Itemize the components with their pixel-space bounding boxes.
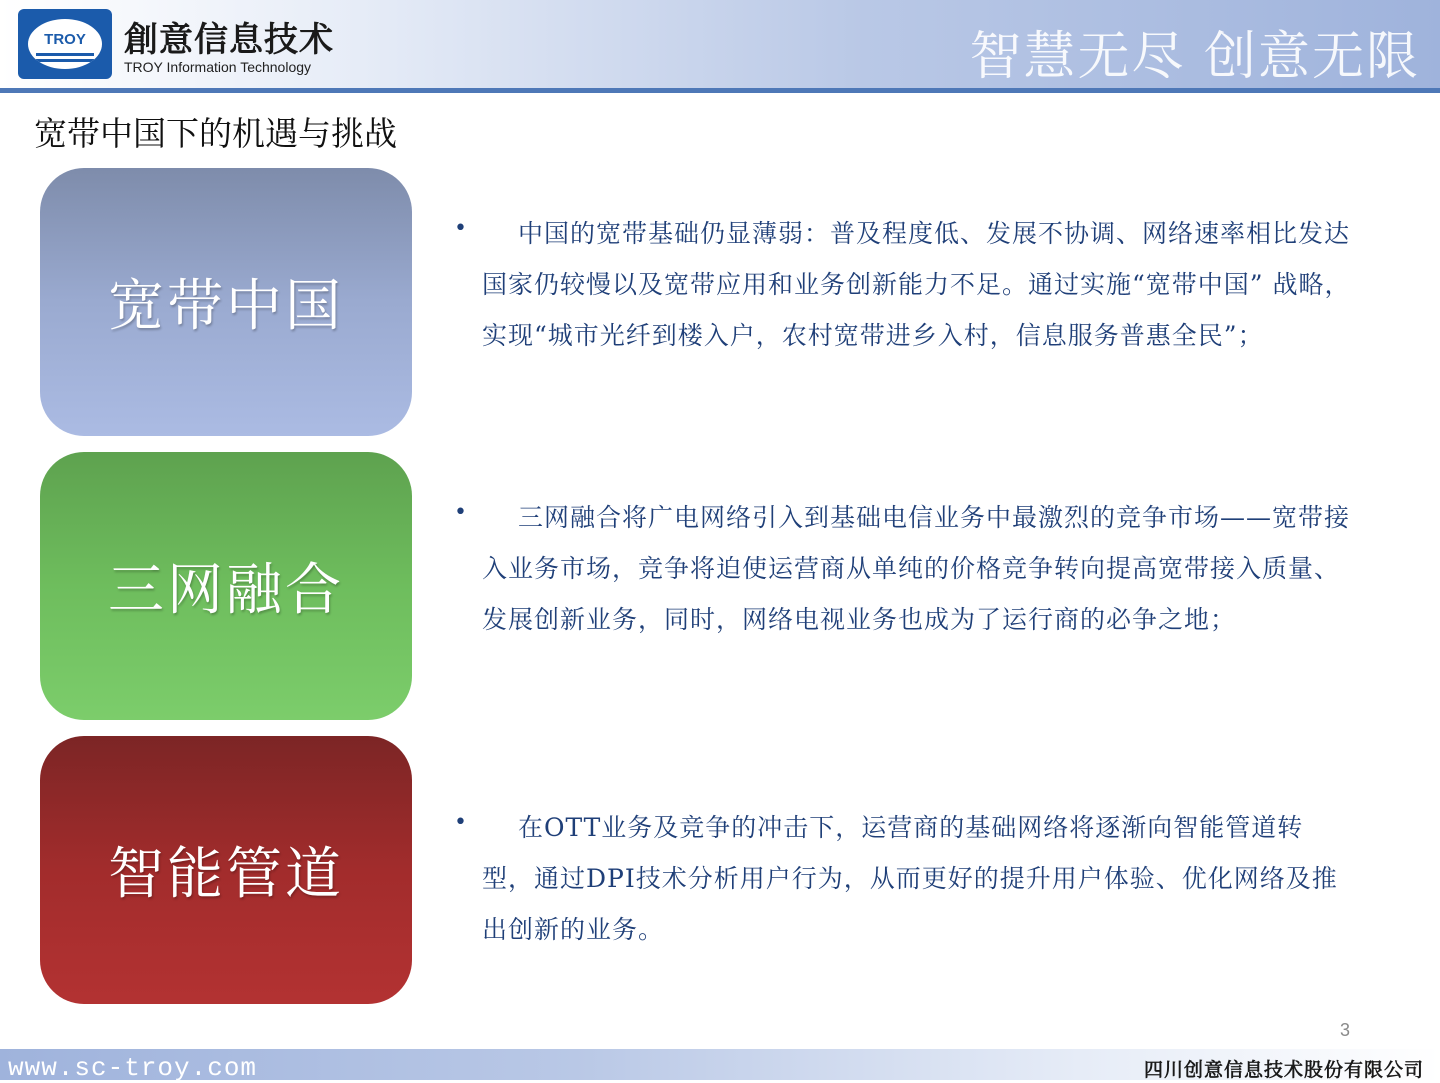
- paragraph-triple-play: 三网融合将广电网络引入到基础电信业务中最激烈的竞争市场——宽带接入业务市场，竞争将迫使运营商从单纯的价格竞争转向提高宽带接入质量、发展创新业务，同时，网络电视业务也成为了运行商的必争之地；: [482, 503, 1351, 634]
- box-label: 三网融合: [108, 558, 344, 623]
- box-broadband-china: [40, 168, 412, 436]
- company-logo-en: TROY Information Technology: [124, 59, 312, 75]
- page-number: 3: [1340, 1020, 1351, 1040]
- logo-stripe: [36, 59, 94, 62]
- logo-stripe: [36, 53, 94, 56]
- company-logo-cn: 創意信息技术: [124, 20, 334, 60]
- box-label: 宽带中国: [108, 274, 344, 339]
- header-slogan: 智慧无尽 创意无限: [969, 27, 1420, 87]
- box-smart-pipe: [40, 736, 412, 1004]
- box-label: 智能管道: [108, 842, 344, 907]
- paragraph-broadband-china: 中国的宽带基础仍显薄弱：普及程度低、发展不协调、网络速率相比发达国家仍较慢以及宽带应用和业务创新能力不足。通过实施“宽带中国” 战略，实现“城市光纤到楼入户，农村宽带进乡入村，信息服务普惠全民”；: [482, 219, 1351, 350]
- logo-oval: [28, 19, 102, 69]
- box-triple-play: [40, 452, 412, 720]
- paragraph-smart-pipe: 在OTT业务及竞争的冲击下，运营商的基础网络将逐渐向智能管道转型，通过DPI技术分析用户行为，从而更好的提升用户体验、优化网络及推出创新的业务。: [482, 813, 1338, 944]
- slide-title: 宽带中国下的机遇与挑战: [34, 114, 397, 153]
- bullet-icon: •: [454, 500, 467, 525]
- bullet-icon: •: [454, 216, 467, 241]
- logo-badge-text: TROY: [44, 31, 86, 48]
- bullet-icon: •: [454, 810, 467, 835]
- footer-url: www.sc-troy.com: [8, 1053, 258, 1083]
- footer-company: 四川创意信息技术股份有限公司: [1143, 1059, 1424, 1081]
- troy-logo-icon: [18, 9, 112, 79]
